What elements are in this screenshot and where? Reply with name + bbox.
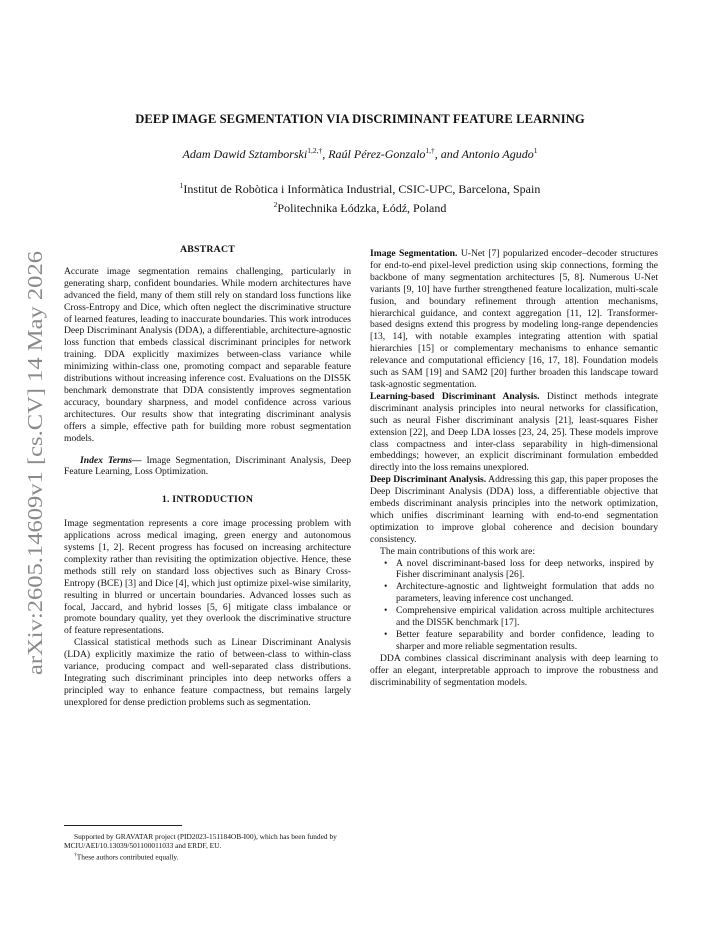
image-segmentation-text: U-Net [7] popularized encoder–decoder structures for end-to-end pixel-level prediction using skip connections, forming the backbone of many segmentation architectures [5, 8]. Numerous U-Net variants [9, 10] have further strengthened feature localization, multi-scale fusion, and boundary refinement through attention mechanisms, hierarchical guidance, and context aggregation [11, 12]. Transformer-based designs extend this progress by modeling long-range dependencies [13, 14], with notable examples integrating attention with spatial hierarchies [15] or complementary mechanisms to enhance semantic relevance and computational efficiency [16, 17, 18]. Foundation models such as SAM [19] and SAM2 [20] further broaden this landscape toward task-agnostic segmentation. (370, 248, 658, 390)
list-item: • Architecture-agnostic and lightweight formulation that adds no parameters, leaving inference cost unchanged. (396, 581, 654, 605)
deep-discriminant-paragraph (370, 474, 658, 545)
author-list (60, 146, 660, 162)
left-column (64, 244, 351, 709)
affiliation-text: Politechnika Łódzka, Łódź, Poland (277, 201, 447, 215)
author-affiliation-mark: 1,2,† (307, 146, 323, 155)
author-name: Antonio Agudo (461, 147, 534, 161)
author-name: Raúl Pérez-Gonzalo (328, 147, 426, 161)
arxiv-identifier-stamp (14, 248, 54, 678)
introduction-heading: 1. INTRODUCTION (161, 494, 254, 506)
list-item: • Better feature separability and border confidence, leading to sharper and more reliable segmentation results. (396, 629, 654, 653)
author-separator: , and (434, 147, 462, 161)
introduction-paragraph-1: Image segmentation represents a core image processing problem with applications across medical imaging, green energy and autonomous systems [1, 2]. Recent progress has focused on increasing architecture complexity rather than revisiting the optimization objective. Hence, these methods still rely on standard loss objectives such as Binary Cross-Entropy (BCE) [3] and Dice [4], which just optimize pixel-wise similarity, resulting in blurred or uncertain boundaries. Advanced losses such as focal, Jaccard, and hybrid losses [5, 6] mitigate class imbalance or promote boundary quality, yet they overlook the discriminative structure of feature representations. (64, 518, 351, 637)
funding-footnote: Supported by GRAVATAR project (PID2023-151184OB-I00), which has been funded by MCIU/AEI/10.13039/501100011033 and ERDF, EU. (64, 832, 337, 851)
introduction-paragraph-2: Classical statistical methods such as Linear Discriminant Analysis (LDA) explicitly maximize the ratio of between-class to within-class variance, producing compact and well-separated class distributions. Integrating such discriminant principles into deep networks offers a principled way to enhance feature compactness, but remains largely unexplored for dense prediction problems such as segmentation. (64, 637, 351, 708)
equal-contribution-footnote (64, 851, 351, 862)
image-segmentation-paragraph (370, 248, 658, 391)
footnote-mark: † (74, 851, 77, 858)
deep-discriminant-text: Addressing this gap, this paper proposes the Deep Discriminant Analysis (DDA) loss, a differentiable objective that embeds discriminant analysis principles into the network optimization, which unifies discriminant learning with end-to-end segmentation optimization to improve global coherence and decision boundary consistency. (370, 474, 658, 545)
image-segmentation-heading: Image Segmentation. (370, 248, 458, 259)
contributions-list (370, 558, 658, 653)
author-affiliation-mark: 1 (533, 146, 538, 155)
learning-based-text: Distinct methods integrate discriminant analysis principles into neural networks for classification, such as neural Fisher discriminant analysis [21], least-squares Fisher extension [22], and Deep LDA losses [23, 24, 25]. These models improve class compactness and inter-class separability in high-dimensional embeddings; however, an explicit discriminant formulation embedded directly into the loss remains unexplored. (370, 390, 658, 474)
index-terms (64, 455, 351, 479)
index-terms-text: Image Segmentation, Discriminant Analysis, Deep Feature Learning, Loss Optimization. (64, 454, 351, 478)
right-column (370, 248, 658, 689)
affiliation-line (60, 178, 660, 197)
equal-contribution-text: These authors contributed equally. (76, 852, 179, 862)
paper-title: DEEP IMAGE SEGMENTATION VIA DISCRIMINANT FEATURE LEARNING (135, 112, 585, 126)
abstract-text: Accurate image segmentation remains challenging, particularly in generating sharp, confident boundaries. While modern architectures have advanced the field, many of them still rely on standard loss functions like Cross-Entropy and Dice, which often neglect the discriminative structure of learned features, leading to inaccurate boundaries. This work introduces Deep Discriminant Analysis (DDA), a differentiable, architecture-agnostic loss function that embeds classical discriminant principles for network training. DDA explicitly maximizes between-class variance while minimizing within-class one, promoting compact and separable feature distributions without increasing inference cost. Evaluations on the DIS5K benchmark demonstrate that DDA consistently improves segmentation accuracy, boundary sharpness, and model confidence across various architectures. Our results show that integrating discriminant analysis offers a simple, effective path for building more robust segmentation models. (64, 265, 351, 444)
author-name: Adam Dawid Sztamborski (182, 147, 308, 161)
footnotes (64, 825, 351, 862)
learning-based-paragraph (370, 391, 658, 474)
affiliation-mark: 2 (273, 200, 278, 209)
arxiv-stamp-text: arXiv:2605.14609v1 [cs.CV] 14 May 2026 (23, 303, 47, 675)
deep-discriminant-heading: Deep Discriminant Analysis. (370, 474, 487, 486)
list-item: • Comprehensive empirical validation across multiple architectures and the DIS5K benchmark [17]. (396, 605, 654, 629)
learning-based-heading: Learning-based Discriminant Analysis. (370, 390, 540, 402)
closing-paragraph: DDA combines classical discriminant analysis with deep learning to offer an elegant, interpretable approach to improve the robustness and discriminability of segmentation models. (370, 652, 658, 688)
list-item: • A novel discriminant-based loss for deep networks, inspired by Fisher discriminant analysis [26]. (396, 558, 654, 582)
affiliation-mark: 1 (179, 181, 184, 190)
author-separator: , (322, 147, 329, 161)
index-terms-label: Index Terms— (80, 454, 142, 466)
affiliation-text: Institut de Robòtica i Informàtica Industrial, CSIC-UPC, Barcelona, Spain (183, 182, 541, 196)
footnote-rule (64, 825, 182, 826)
author-affiliation-mark: 1,† (425, 146, 435, 155)
abstract-heading: ABSTRACT (180, 244, 235, 255)
contributions-intro: The main contributions of this work are: (380, 545, 536, 557)
affiliation-line (60, 197, 660, 216)
affiliations (60, 178, 660, 216)
